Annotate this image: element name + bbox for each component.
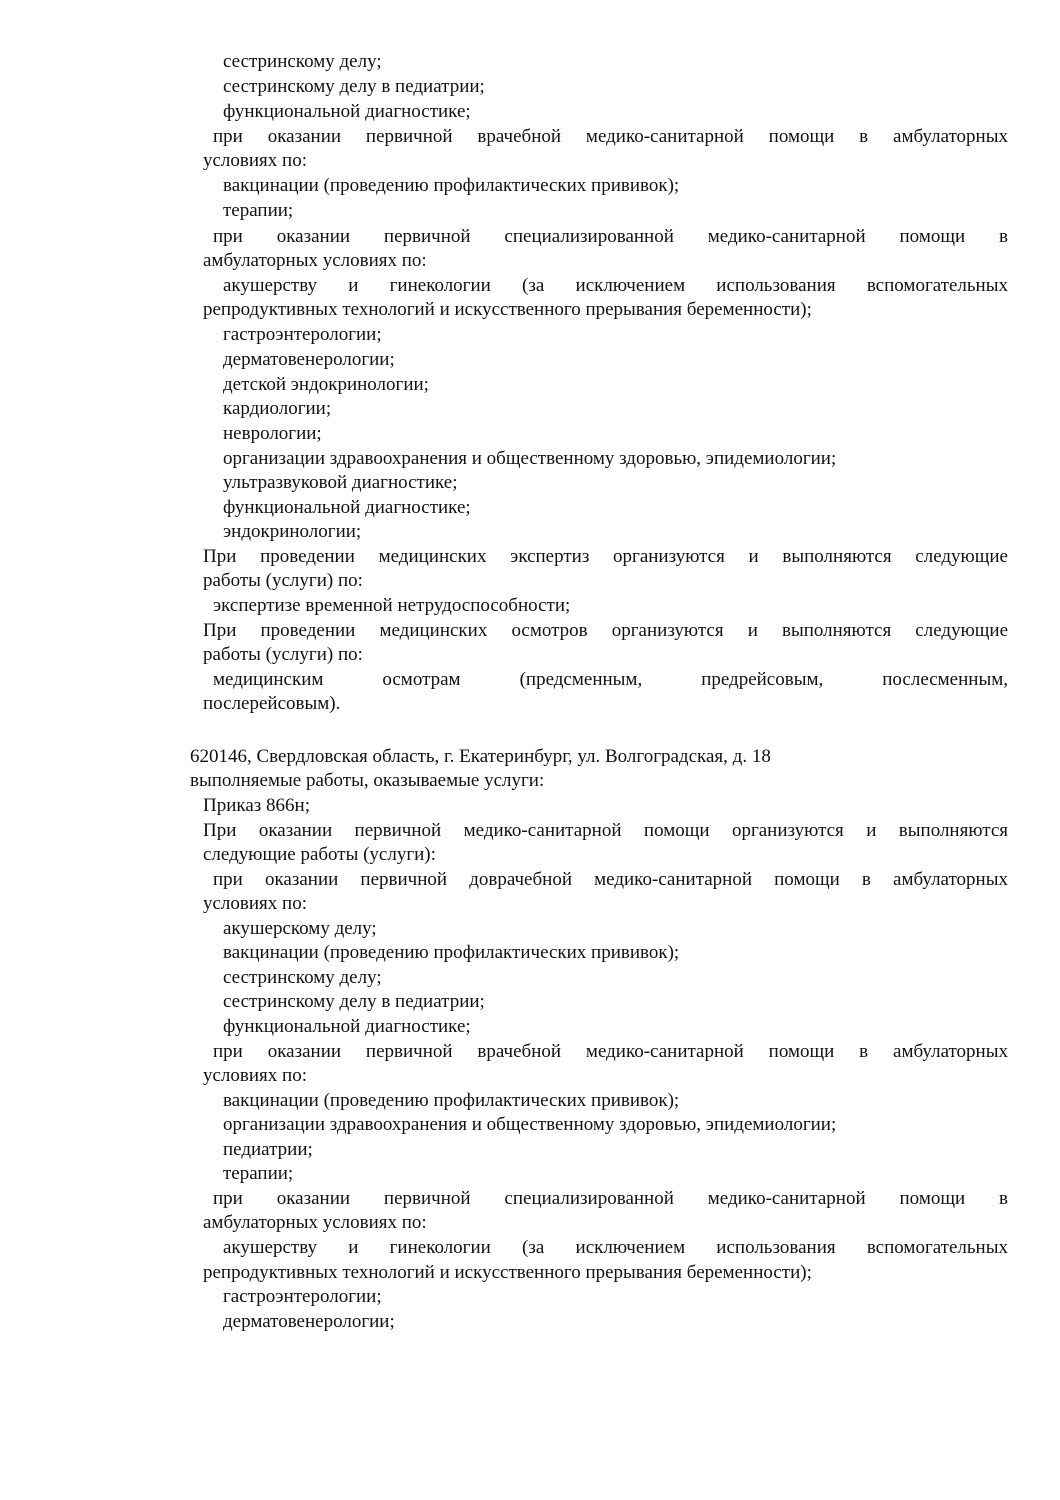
list-item: сестринскому делу в педиатрии; xyxy=(223,76,485,97)
list-item: терапии; xyxy=(223,200,294,221)
primary-header: При оказании первичной медико-санитарной помощи организуются и выполняются xyxy=(203,820,1008,841)
list-item: функциональной диагностике; xyxy=(223,101,471,122)
list-item: сестринскому делу; xyxy=(223,967,382,988)
list-item: терапии; xyxy=(223,1163,294,1184)
list-item: функциональной диагностике; xyxy=(223,497,471,518)
primary-physician-header-cont: условиях по: xyxy=(203,150,307,171)
specialized-header: при оказании первичной специализированной медико-санитарной помощи в xyxy=(213,226,1008,247)
list-item: гастроэнтерологии; xyxy=(223,1286,382,1307)
prephysician-header: при оказании первичной доврачебной медико-санитарной помощи в амбулаторных xyxy=(213,869,1008,890)
list-item: сестринскому делу; xyxy=(223,51,382,72)
physician-header: при оказании первичной врачебной медико-санитарной помощи в амбулаторных xyxy=(213,1041,1008,1062)
list-item: организации здравоохранения и общественному здоровью, эпидемиологии; xyxy=(223,1114,837,1135)
list-item: вакцинации (проведению профилактических прививок); xyxy=(223,942,680,963)
address: 620146, Свердловская область, г. Екатеринбург, ул. Волгоградская, д. 18 xyxy=(190,746,771,767)
list-item: организации здравоохранения и общественному здоровью, эпидемиологии; xyxy=(223,448,837,469)
list-item: ультразвуковой диагностике; xyxy=(223,472,458,493)
list-item: педиатрии; xyxy=(223,1139,313,1160)
list-item: гастроэнтерологии; xyxy=(223,324,382,345)
specialized-header-cont: амбулаторных условиях по: xyxy=(203,250,427,271)
exams-header-cont: работы (услуги) по: xyxy=(203,644,363,665)
list-item: экспертизе временной нетрудоспособности; xyxy=(213,595,571,616)
works-label: выполняемые работы, оказываемые услуги: xyxy=(190,770,545,791)
specialized-header-cont: амбулаторных условиях по: xyxy=(203,1212,427,1233)
order-reference: Приказ 866н; xyxy=(203,795,310,816)
list-item: вакцинации (проведению профилактических прививок); xyxy=(223,175,680,196)
obstetrics-item-cont: репродуктивных технологий и искусственного прерывания беременности); xyxy=(203,1262,812,1283)
primary-physician-header: при оказании первичной врачебной медико-санитарной помощи в амбулаторных xyxy=(213,126,1008,147)
list-item: акушерскому делу; xyxy=(223,918,377,939)
list-item: неврологии; xyxy=(223,423,322,444)
prephysician-header-cont: условиях по: xyxy=(203,893,307,914)
obstetrics-item-cont: репродуктивных технологий и искусственного прерывания беременности); xyxy=(203,299,812,320)
list-item: дерматовенерологии; xyxy=(223,1311,395,1332)
list-item: детской эндокринологии; xyxy=(223,374,429,395)
list-item: кардиологии; xyxy=(223,398,332,419)
primary-header-cont: следующие работы (услуги): xyxy=(203,844,436,865)
exams-item: медицинским осмотрам (предсменным, предрейсовым, послесменным, xyxy=(213,669,1008,690)
obstetrics-item: акушерству и гинекологии (за исключением использования вспомогательных xyxy=(223,275,1008,296)
list-item: функциональной диагностике; xyxy=(223,1016,471,1037)
list-item: эндокринологии; xyxy=(223,521,362,542)
obstetrics-item: акушерству и гинекологии (за исключением использования вспомогательных xyxy=(223,1237,1008,1258)
exams-header: При проведении медицинских осмотров организуются и выполняются следующие xyxy=(203,620,1008,641)
list-item: сестринскому делу в педиатрии; xyxy=(223,991,485,1012)
exams-item-cont: послерейсовым). xyxy=(203,693,341,714)
specialized-header: при оказании первичной специализированной медико-санитарной помощи в xyxy=(213,1188,1008,1209)
expertise-header: При проведении медицинских экспертиз организуются и выполняются следующие xyxy=(203,546,1008,567)
list-item: дерматовенерологии; xyxy=(223,349,395,370)
expertise-header-cont: работы (услуги) по: xyxy=(203,570,363,591)
physician-header-cont: условиях по: xyxy=(203,1065,307,1086)
list-item: вакцинации (проведению профилактических прививок); xyxy=(223,1090,680,1111)
